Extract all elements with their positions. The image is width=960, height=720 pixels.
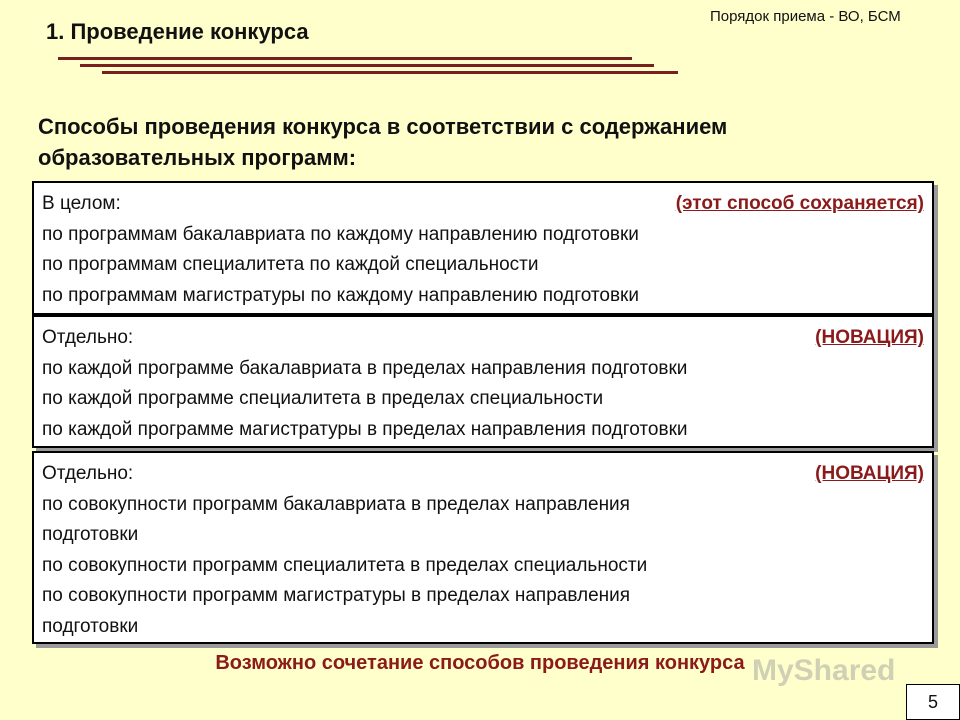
watermark-logo: MyShared [752, 654, 896, 687]
title-underline-2 [80, 64, 654, 67]
status-tag: (НОВАЦИЯ) [815, 327, 924, 348]
subtitle-line-1: Способы проведения конкурса в соответствии с содержанием [38, 114, 728, 139]
box-heading: Отдельно: [42, 327, 134, 348]
box-line: по совокупности программ бакалавриата в пределах направления [42, 493, 630, 515]
header-note: Порядок приема - ВО, БСМ [710, 8, 901, 25]
box-heading: В целом: [42, 193, 121, 214]
box-heading: Отдельно: [42, 463, 134, 484]
status-tag: (НОВАЦИЯ) [815, 463, 924, 484]
box-line: по каждой программе специалитета в пределах специальности [42, 388, 604, 409]
box-line: по программам специалитета по каждой специальности [42, 254, 539, 275]
combination-note: Возможно сочетание способов проведения конкурса [215, 652, 745, 674]
box-line: по программам магистратуры по каждому направлению подготовки [42, 284, 639, 306]
method-box-separate-program [32, 315, 934, 448]
method-box-program-aggregate [32, 451, 934, 644]
status-tag: (этот способ сохраняется) [675, 193, 924, 214]
box-line: подготовки [42, 524, 139, 545]
box-line: по каждой программе бакалавриата в пределах направления подготовки [42, 357, 688, 379]
title-underline-3 [102, 71, 678, 74]
box-line: по совокупности программ магистратуры в пределах направления [42, 585, 631, 606]
page-number: 5 [906, 684, 960, 720]
box-line: по каждой программе магистратуры в пределах направления подготовки [42, 418, 688, 440]
slide-title: 1. Проведение конкурса [46, 19, 309, 44]
title-underline-1 [58, 57, 632, 60]
box-line: по программам бакалавриата по каждому направлению подготовки [42, 223, 639, 245]
section-subtitle [38, 111, 918, 173]
method-box-overall [32, 181, 934, 315]
box-line: по совокупности программ специалитета в пределах специальности [42, 554, 648, 576]
subtitle-line-2: образовательных программ: [38, 145, 357, 170]
box-line: подготовки [42, 615, 139, 637]
